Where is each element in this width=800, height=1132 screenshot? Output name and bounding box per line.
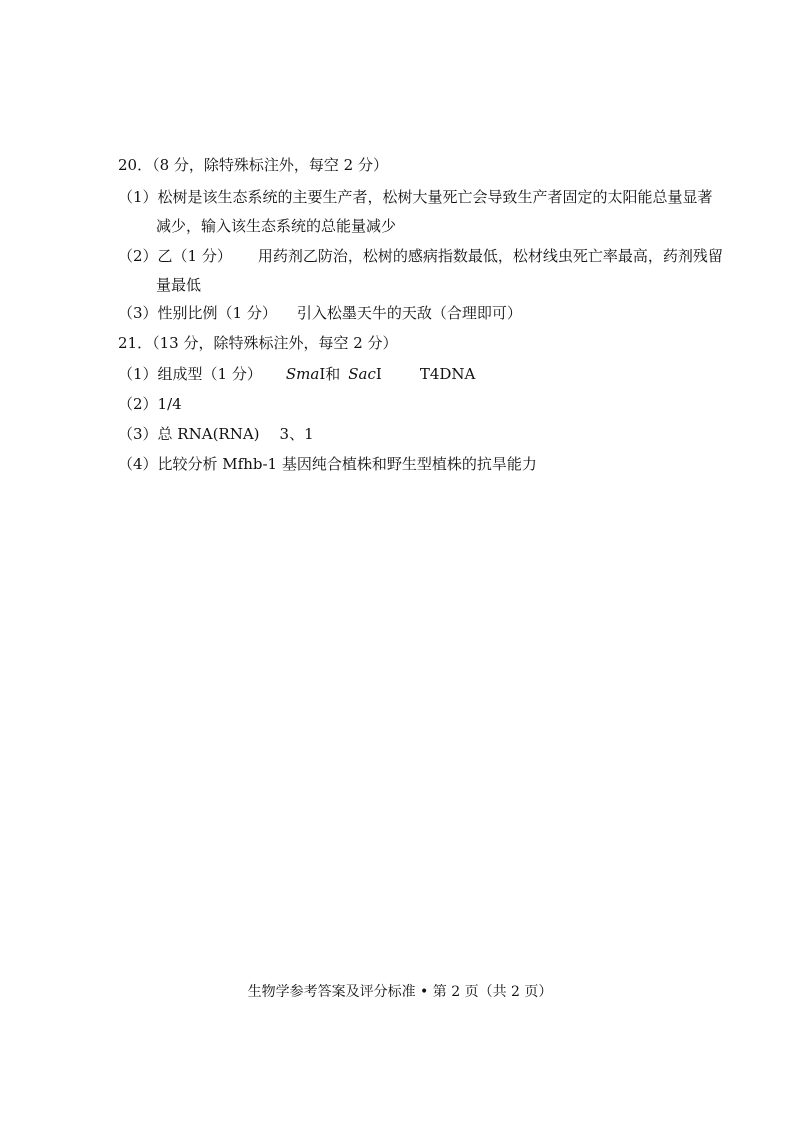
page-footer: 生物学参考答案及评分标准 • 第 2 页（共 2 页）: [247, 984, 553, 1000]
q21-answer-3: [118, 424, 314, 444]
q20-answer-2-label: （2）乙（1 分）: [118, 247, 232, 265]
q20-answer-2-line-1: [118, 246, 723, 266]
q21-answer-4: （4）比较分析 Mfhb-1 基因纯合植株和野生型植株的抗旱能力: [118, 455, 537, 473]
ligase-t4dna: T4DNA: [419, 365, 476, 383]
q20-answer-3-text: 引入松墨天牛的天敌（合理即可）: [296, 304, 522, 322]
q20-answer-2-line-2: 量最低: [156, 276, 202, 294]
q21-answer-1: [118, 364, 475, 384]
connector-and: 和: [325, 365, 341, 383]
q20-header: 20．（8 分，除特殊标注外，每空 2 分）: [118, 156, 388, 174]
q20-answer-1-line-1: （1）松树是该生态系统的主要生产者，松树大量死亡会导致生产者固定的太阳能总量显著: [118, 188, 713, 206]
q20-answer-2-text: 用药剂乙防治，松树的感病指数最低，松材线虫死亡率最高，药剂残留: [257, 247, 723, 265]
q20-answer-3: [118, 303, 522, 323]
q20-answer-1-line-2: 减少，输入该生态系统的总能量减少: [156, 217, 397, 235]
q21-answer-3-label: （3）总 RNA(RNA): [118, 425, 260, 443]
q21-answer-2: （2）1/4: [118, 395, 182, 413]
q21-answer-1-label: （1）组成型（1 分）: [118, 365, 262, 383]
roman-numeral-1: Ⅰ: [319, 365, 326, 383]
enzyme-sac: Sac: [348, 365, 376, 383]
enzyme-sma: Sma: [285, 365, 320, 383]
q21-header: 21．（13 分，除特殊标注外，每空 2 分）: [118, 334, 398, 352]
roman-numeral-2: Ⅰ: [375, 365, 382, 383]
q21-answer-3-text: 3、1: [279, 425, 314, 443]
q20-answer-3-label: （3）性别比例（1 分）: [118, 304, 277, 322]
